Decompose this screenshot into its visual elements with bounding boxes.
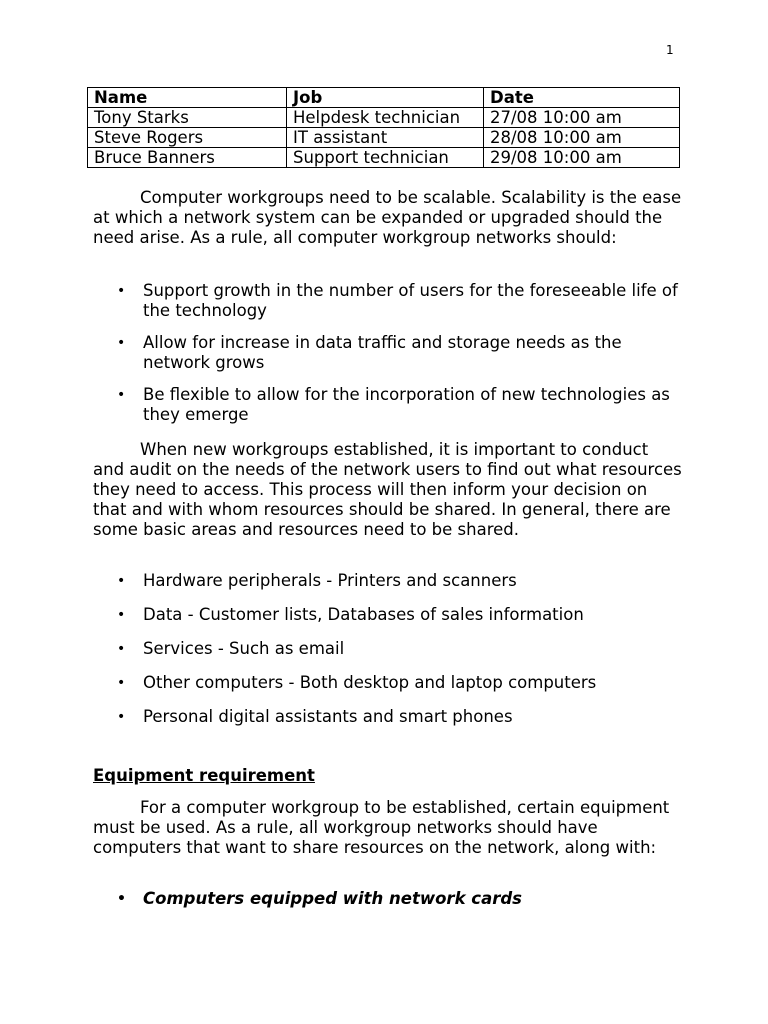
list-item-text: Computers equipped with network cards bbox=[143, 889, 522, 908]
list-item-text: Support growth in the number of users for the foreseeable life of the technology bbox=[143, 281, 678, 320]
header-date: Date bbox=[484, 88, 680, 108]
cell-name: Steve Rogers bbox=[88, 128, 287, 148]
list-item-text: Other computers - Both desktop and laptop computers bbox=[143, 673, 597, 692]
scalability-paragraph: Computer workgroups need to be scalable. Scalability is the ease at which a network system can be expanded or upgraded should the need arise. As a rule, all computer workgroup networks should: bbox=[93, 188, 682, 247]
scalability-list bbox=[93, 281, 683, 425]
header-job: Job bbox=[287, 88, 484, 108]
bullet-icon: • bbox=[117, 607, 126, 623]
list-item bbox=[93, 333, 683, 373]
list-item-text: Data - Customer lists, Databases of sales information bbox=[143, 605, 584, 624]
cell-job: IT assistant bbox=[287, 128, 484, 148]
table-row bbox=[88, 108, 680, 128]
header-name: Name bbox=[88, 88, 287, 108]
cell-date: 28/08 10:00 am bbox=[484, 128, 680, 148]
schedule-table bbox=[87, 87, 680, 168]
bullet-icon: • bbox=[117, 675, 126, 691]
bullet-icon: • bbox=[117, 335, 126, 351]
list-item-text: Personal digital assistants and smart phones bbox=[143, 707, 513, 726]
bullet-icon: • bbox=[117, 283, 126, 299]
cell-date: 27/08 10:00 am bbox=[484, 108, 680, 128]
table-row bbox=[88, 148, 680, 168]
list-item-text: Hardware peripherals - Printers and scanners bbox=[143, 571, 517, 590]
list-item-text: Allow for increase in data traffic and storage needs as the network grows bbox=[143, 333, 622, 372]
bullet-icon: • bbox=[117, 891, 126, 907]
cell-job: Helpdesk technician bbox=[287, 108, 484, 128]
list-item-text: Services - Such as email bbox=[143, 639, 345, 658]
list-item bbox=[93, 707, 683, 727]
list-item bbox=[93, 605, 683, 625]
list-item bbox=[93, 281, 683, 321]
cell-date: 29/08 10:00 am bbox=[484, 148, 680, 168]
bullet-icon: • bbox=[117, 573, 126, 589]
equipment-paragraph: For a computer workgroup to be established, certain equipment must be used. As a rule, all workgroup networks should have computers that want to share resources on the network, along with: bbox=[93, 798, 670, 857]
list-item bbox=[93, 571, 683, 591]
equipment-list bbox=[93, 889, 683, 909]
bullet-icon: • bbox=[117, 641, 126, 657]
list-item bbox=[93, 889, 683, 909]
bullet-icon: • bbox=[117, 709, 126, 725]
list-item-text: Be flexible to allow for the incorporation of new technologies as they emerge bbox=[143, 385, 670, 424]
table-header-row bbox=[88, 88, 680, 108]
equipment-heading: Equipment requirement bbox=[93, 766, 315, 785]
cell-name: Tony Starks bbox=[88, 108, 287, 128]
list-item bbox=[93, 385, 683, 425]
shared-resources-list bbox=[93, 571, 683, 727]
table-row bbox=[88, 128, 680, 148]
list-item bbox=[93, 673, 683, 693]
list-item bbox=[93, 639, 683, 659]
page-number: 1 bbox=[666, 43, 674, 57]
cell-job: Support technician bbox=[287, 148, 484, 168]
workgroups-paragraph: When new workgroups established, it is important to conduct and audit on the needs of the network users to find out what resources they need to access. This process will then inform your decision on that and with whom resources should be shared. In general, there are some basic areas and resources need to be shared. bbox=[93, 440, 682, 539]
cell-name: Bruce Banners bbox=[88, 148, 287, 168]
bullet-icon: • bbox=[117, 387, 126, 403]
